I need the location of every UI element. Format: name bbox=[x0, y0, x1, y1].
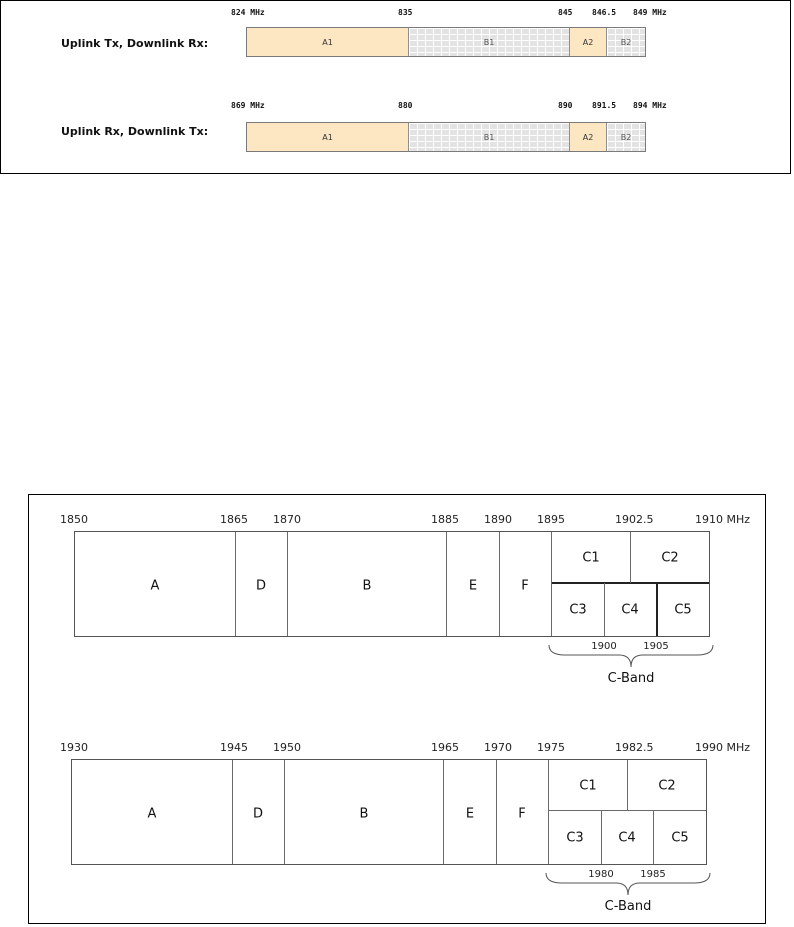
c-band-divider bbox=[627, 760, 628, 811]
c-band-divider bbox=[653, 811, 654, 864]
segment-label: A2 bbox=[582, 37, 594, 47]
tick-label: 1910 MHz bbox=[695, 513, 751, 526]
block-e-label: E bbox=[468, 578, 478, 594]
tick-label: 1865 bbox=[220, 513, 248, 526]
row-label-uplink-tx: Uplink Tx, Downlink Rx: bbox=[61, 37, 209, 50]
row-label-uplink-rx: Uplink Rx, Downlink Tx: bbox=[61, 125, 209, 138]
tick-label: 894 MHz bbox=[633, 101, 667, 110]
block-divider bbox=[287, 532, 288, 636]
tick-label: 1870 bbox=[273, 513, 301, 526]
block-c1-label: C1 bbox=[582, 550, 600, 566]
block-c5-label: C5 bbox=[671, 830, 689, 846]
c-band-divider bbox=[601, 811, 602, 864]
tick-label: 1895 bbox=[537, 513, 565, 526]
block-a-label: A bbox=[147, 806, 157, 822]
tick-label: 835 bbox=[398, 8, 413, 17]
block-divider bbox=[548, 760, 549, 864]
c-band-label: C-Band bbox=[604, 899, 652, 914]
block-divider bbox=[443, 760, 444, 864]
segment-a1 bbox=[247, 28, 408, 56]
block-c2-label: C2 bbox=[658, 778, 676, 794]
block-divider bbox=[551, 532, 552, 636]
block-c3-label: C3 bbox=[569, 602, 587, 618]
tick-label: 824 MHz bbox=[231, 8, 265, 17]
cellular-strip-uplink bbox=[246, 27, 646, 57]
block-c3-label: C3 bbox=[566, 830, 584, 846]
tick-label: 1970 bbox=[484, 741, 512, 754]
tick-label: 845 bbox=[558, 8, 573, 17]
segment-label: B2 bbox=[620, 37, 632, 47]
block-divider bbox=[284, 760, 285, 864]
block-divider bbox=[232, 760, 233, 864]
tick-label: 1990 MHz bbox=[695, 741, 751, 754]
segment-b1 bbox=[408, 123, 569, 151]
block-b-label: B bbox=[362, 578, 372, 594]
block-c2-label: C2 bbox=[661, 550, 679, 566]
tick-label: 1890 bbox=[484, 513, 512, 526]
tick-label: 880 bbox=[398, 101, 413, 110]
tick-label: 1950 bbox=[273, 741, 301, 754]
tick-label: 1982.5 bbox=[615, 741, 654, 754]
pcs-strip-uplink bbox=[74, 531, 710, 637]
c-band-brace bbox=[547, 643, 715, 669]
tick-label: 1975 bbox=[537, 741, 565, 754]
segment-b1 bbox=[408, 28, 569, 56]
block-c4-label: C4 bbox=[618, 830, 636, 846]
segment-label: B1 bbox=[483, 132, 495, 142]
c-sub-tick: 1980 bbox=[588, 869, 614, 880]
tick-label: 891.5 bbox=[592, 101, 617, 110]
block-f-label: F bbox=[518, 806, 526, 822]
segment-label: A1 bbox=[322, 132, 333, 142]
c-band-divider bbox=[656, 583, 658, 636]
segment-label: A2 bbox=[582, 132, 594, 142]
block-c1-label: C1 bbox=[579, 778, 597, 794]
c-band-divider bbox=[630, 532, 631, 583]
block-divider bbox=[235, 532, 236, 636]
cellular-strip-downlink bbox=[246, 122, 646, 152]
c-sub-tick: 1905 bbox=[643, 641, 669, 652]
pcs-band-diagram bbox=[28, 494, 766, 924]
block-c5-label: C5 bbox=[674, 602, 692, 618]
c-sub-tick: 1900 bbox=[591, 641, 617, 652]
block-b-label: B bbox=[359, 806, 369, 822]
tick-label: 1965 bbox=[431, 741, 459, 754]
tick-label: 1945 bbox=[220, 741, 248, 754]
c-band-divider bbox=[604, 583, 605, 636]
block-c4-label: C4 bbox=[621, 602, 639, 618]
block-f-label: F bbox=[521, 578, 529, 594]
tick-label: 869 MHz bbox=[231, 101, 265, 110]
tick-label: 1850 bbox=[60, 513, 88, 526]
segment-b2 bbox=[606, 123, 645, 151]
tick-label: 1902.5 bbox=[615, 513, 654, 526]
segment-a1 bbox=[247, 123, 408, 151]
segment-label: B1 bbox=[483, 37, 495, 47]
c-band-label: C-Band bbox=[607, 671, 655, 686]
block-divider bbox=[496, 760, 497, 864]
segment-a2 bbox=[569, 28, 606, 56]
segment-b2 bbox=[606, 28, 645, 56]
c-band-brace bbox=[544, 871, 712, 897]
segment-label: B2 bbox=[620, 132, 632, 142]
block-e-label: E bbox=[465, 806, 475, 822]
cellular-band-diagram bbox=[0, 0, 791, 174]
block-divider bbox=[446, 532, 447, 636]
block-a-label: A bbox=[150, 578, 160, 594]
pcs-strip-downlink bbox=[71, 759, 707, 865]
tick-label: 846.5 bbox=[592, 8, 617, 17]
tick-label: 1930 bbox=[60, 741, 88, 754]
block-d-label: D bbox=[255, 578, 267, 594]
block-divider bbox=[499, 532, 500, 636]
segment-a2 bbox=[569, 123, 606, 151]
block-d-label: D bbox=[252, 806, 264, 822]
segment-label: A1 bbox=[322, 37, 333, 47]
tick-label: 890 bbox=[558, 101, 573, 110]
c-sub-tick: 1985 bbox=[640, 869, 666, 880]
tick-label: 1885 bbox=[431, 513, 459, 526]
tick-label: 849 MHz bbox=[633, 8, 667, 17]
